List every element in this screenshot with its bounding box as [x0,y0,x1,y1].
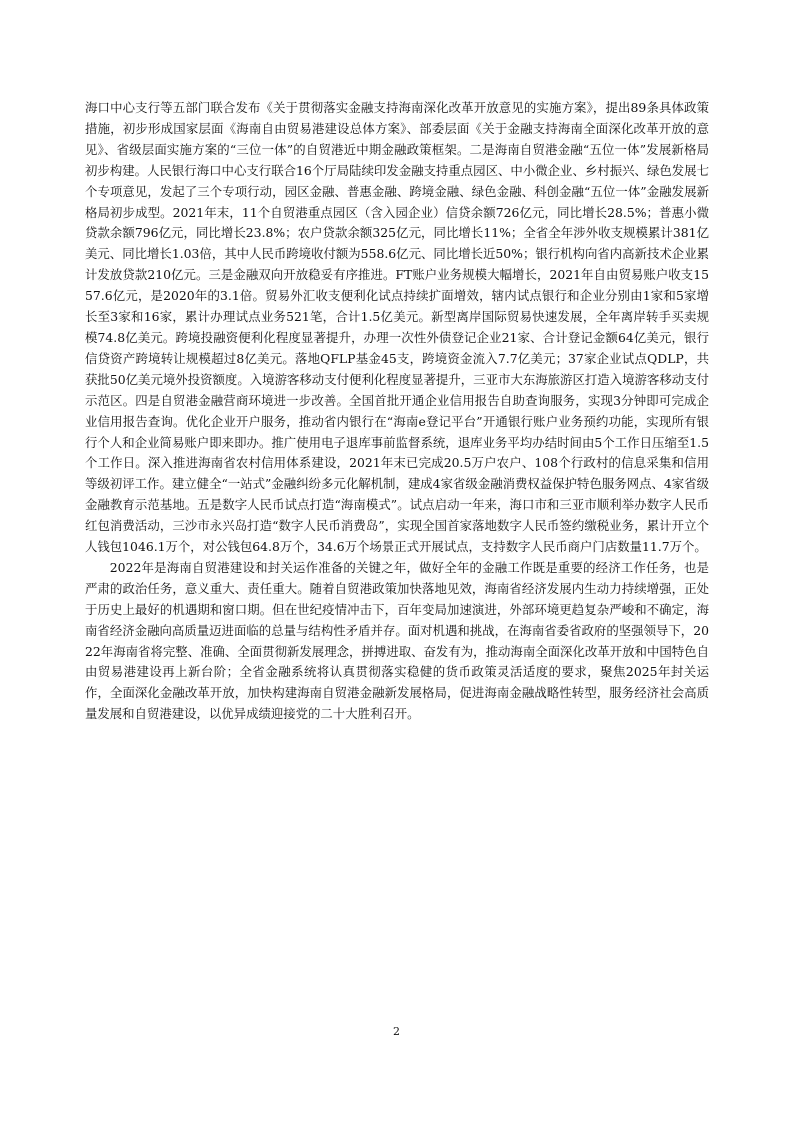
paragraph-2022-outlook: 2022年是海南自贸港建设和封关运作准备的关键之年，做好全年的金融工作既是重要的经济工作任务，也是严肃的政治任务，意义重大、责任重大。随着自贸港政策加快落地见效，海南省经济发展内生动力持续增强，正处于历史上最好的机遇期和窗口期。但在世纪疫情冲击下，百年变局加速演进，外部环境更趋复杂严峻和不确定，海南省经济金融向高质量迈进面临的总量与结构性矛盾并存。面对机遇和挑战，在海南省委省政府的坚强领导下，2022年海南省将完整、准确、全面贯彻新发展理念，拼搏进取、奋发有为，推动海南全面深化改革开放和中国特色自由贸易港建设再上新台阶；全省金融系统将认真贯彻落实稳健的货币政策灵活适度的要求，聚焦2025年封关运作，全面深化金融改革开放，加快构建海南自贸港金融新发展格局，促进海南金融战略性转型，服务经济社会高质量发展和自贸港建设，以优异成绩迎接党的二十大胜利召开。 [85,559,709,722]
page-number: 2 [393,1025,400,1038]
paragraph-continued: 海口中心支行等五部门联合发布《关于贯彻落实金融支持海南深化改革开放意见的实施方案》，提出89条具体政策措施，初步形成国家层面《海南自由贸易港建设总体方案》、部委层面《关于金融支持海南全面深化改革开放的意见》、省级层面实施方案的“三位一体”的自贸港近中期金融政策框架。二是海南自贸港金融“五位一体”发展新格局初步构建。人民银行海口中心支行联合16个厅局陆续印发金融支持重点园区、中小微企业、乡村振兴、绿色发展七个专项意见，发起了三个专项行动，园区金融、普惠金融、跨境金融、绿色金融、科创金融“五位一体”金融发展新格局初步成型。2021年末，11个自贸港重点园区（含入园企业）信贷余额726亿元，同比增长28.5%；普惠小微贷款余额796亿元，同比增长23.8%；农户贷款余额325亿元，同比增长11%；全省全年涉外收支规模累计381亿美元、同比增长1.03倍，其中人民币跨境收付额为558.6亿元、同比增长近50%；银行机构向省内高新技术企业累计发放贷款210亿元。三是金融双向开放稳妥有序推进。FT账户业务规模大幅增长，2021年自由贸易账户收支1557.6亿元，是2020年的3.1倍。贸易外汇收支便利化试点持续扩面增效，辖内试点银行和企业分别由1家和5家增长至3家和16家，累计办理试点业务521笔，合计1.5亿美元。新型离岸国际贸易快速发展，全年离岸转手买卖规模74.8亿美元。跨境投融资便利化程度显著提升，办理一次性外债登记企业21家、合计登记金额64亿美元，银行信贷资产跨境转让规模超过8亿美元。落地QFLP基金45支，跨境资金流入7.7亿美元；37家企业试点QDLP，共获批50亿美元境外投资额度。入境游客移动支付便利化程度显著提升，三亚市大东海旅游区打造入境游客移动支付示范区。四是自贸港金融营商环境进一步改善。全国首批开通企业信用报告自助查询服务，实现3分钟即可完成企业信用报告查询。优化企业开户服务，推动省内银行在“海南e登记平台”开通银行账户业务预约功能，实现所有银行个人和企业简易账户即来即办。推广使用电子退库事前监督系统，退库业务平均办结时间由5个工作日压缩至1.5个工作日。深入推进海南省农村信用体系建设，2021年末已完成20.5万户农户、108个行政村的信息采集和信用等级初评工作。建立健全“一站式”金融纠纷多元化解机制，建成4家省级金融消费权益保护特色服务网点、4家省级金融教育示范基地。五是数字人民币试点打造“海南模式”。试点启动一年来，海口市和三亚市顺利举办数字人民币红包消费活动，三沙市永兴岛打造“数字人民币消费岛”，实现全国首家落地数字人民币签约缴税业务，累计开立个人钱包1046.1万个，对公钱包64.8万个，34.6万个场景正式开展试点，支持数字人民币商户门店数量11.7万个。 [85,100,709,555]
document-body [85,98,709,725]
